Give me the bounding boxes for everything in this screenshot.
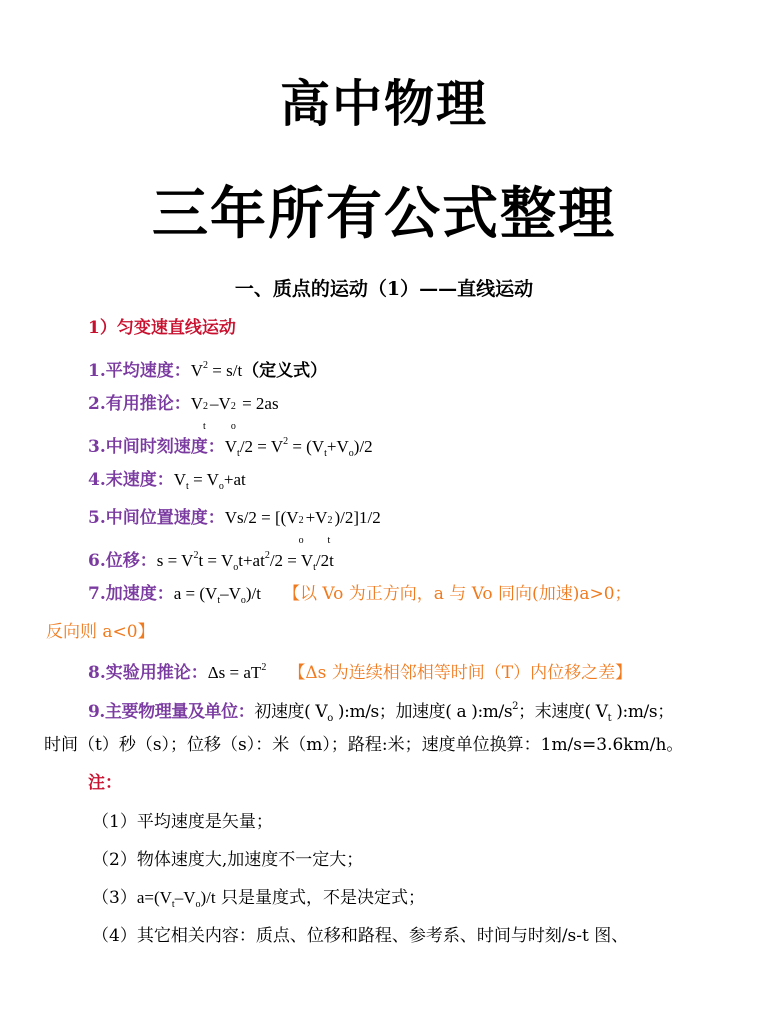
subsection-heading: 1）匀变速直线运动	[88, 318, 236, 338]
formula-7-note: 【以 Vo 为正方向，a 与 Vo 同向(加速)a>0；	[283, 584, 632, 604]
formula-4-expr: $V_t = V_o+at$	[173, 470, 246, 492]
formula-9	[0, 695, 768, 731]
formula-9-cont: 时间（t）秒（s）；位移（s）：米（m）；路程:米；速度单位换算：1m/s=3.6km/h。	[44, 735, 684, 755]
formula-9-units: 初速度( $V_o$ ):m/s；加速度( a )$:m/s^2$；末速度( $V_t$ ):m/s；	[254, 701, 674, 724]
formula-5-label: 5.中间位置速度：	[88, 508, 225, 528]
formula-4-label: 4.末速度：	[88, 470, 174, 490]
formula-1	[0, 354, 768, 383]
formula-4	[0, 468, 768, 499]
formula-5-expr: Vs/2 = [(V 2 o +V 2 t )/2]1/2	[224, 508, 381, 546]
note-3-prefix: （3）	[92, 888, 137, 908]
formula-8-expr: $\Delta s = aT^2$	[207, 662, 267, 682]
formula-7	[0, 582, 768, 613]
formula-9-label: 9.主要物理量及单位：	[88, 702, 255, 722]
formula-1-expr: $V^2 = s/t$	[190, 360, 243, 380]
formula-1-suffix: （定义式）	[242, 361, 328, 381]
note-3-expr: $a=(V_t-V_o)/t$	[136, 888, 216, 910]
formula-6	[0, 544, 768, 580]
note-4: （4）其它相关内容：质点、位移和路程、参考系、时间与时刻/s-t 图、	[92, 926, 629, 946]
section-heading: 一、质点的运动（1）——直线运动	[234, 278, 534, 300]
formula-3-label: 3.中间时刻速度：	[88, 437, 225, 457]
formula-8	[0, 656, 768, 685]
formula-3-expr: $V_t/2 = V^2 = (V_t+V_o)/2$	[224, 436, 373, 459]
notes-heading: 注：	[88, 773, 122, 793]
formula-8-label: 8.实验用推论：	[88, 663, 208, 683]
formula-2	[0, 392, 768, 432]
formula-6-label: 6.位移：	[88, 551, 157, 571]
formula-7-note-cont: 反向则 a<0】	[46, 622, 155, 642]
note-1: （1）平均速度是矢量；	[92, 812, 273, 832]
formula-7-label: 7.加速度：	[88, 584, 174, 604]
formula-5	[0, 506, 768, 546]
formula-6-expr: $s = V^2t = V_ot+at^2/2 = V_t/2t$	[156, 550, 334, 573]
note-3	[0, 886, 768, 917]
formula-3	[0, 430, 768, 466]
formula-7-expr: $a = (V_t-V_o)/t$	[173, 584, 261, 606]
formula-1-label: 1.平均速度：	[88, 361, 191, 381]
note-3-suffix: 只是量度式，不是决定式；	[220, 888, 425, 908]
main-subtitle: 三年所有公式整理	[152, 181, 616, 247]
note-2: （2）物体速度大,加速度不一定大；	[92, 850, 364, 870]
formula-2-label: 2.有用推论：	[88, 394, 191, 414]
formula-2-expr: V 2 t –V 2 o = 2as	[190, 394, 279, 432]
main-title: 高中物理	[280, 74, 488, 133]
formula-8-note: 【Δs 为连续相邻相等时间（T）内位移之差】	[288, 663, 633, 683]
